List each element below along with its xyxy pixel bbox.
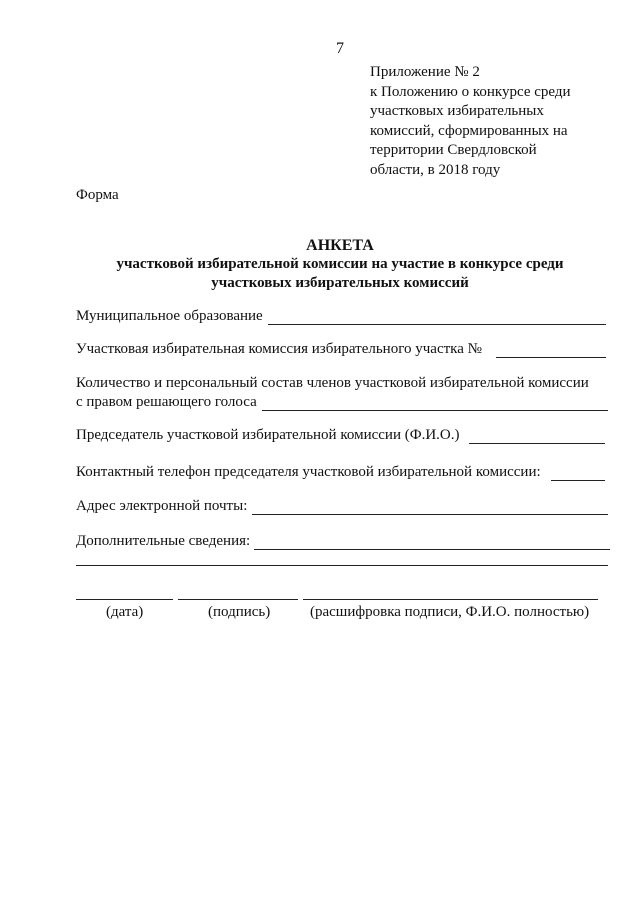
appendix-note bbox=[370, 63, 620, 180]
signature-decoding-caption: (расшифровка подписи, Ф.И.О. полностью) bbox=[310, 604, 590, 620]
composition-input-line[interactable] bbox=[262, 410, 608, 411]
email-input-line[interactable] bbox=[252, 514, 608, 515]
page-number: 7 bbox=[336, 40, 344, 57]
chairman-label: Председатель участковой избирательной комиссии (Ф.И.О.) bbox=[76, 427, 460, 443]
title-line: участковых избирательных комиссий bbox=[211, 275, 469, 291]
appendix-line: области, в 2018 году bbox=[370, 161, 501, 178]
chairman-input-line[interactable] bbox=[469, 443, 605, 444]
appendix-line: к Положению о конкурсе среди bbox=[370, 83, 571, 100]
date-caption: (дата) bbox=[106, 604, 144, 620]
signature-decoding-input-line[interactable] bbox=[303, 599, 598, 600]
phone-label: Контактный телефон председателя участковой избирательной комиссии: bbox=[76, 464, 541, 480]
municipality-label: Муниципальное образование bbox=[76, 308, 263, 324]
commission-label: Участковая избирательная комиссия избирательного участка № bbox=[76, 341, 482, 357]
appendix-line: территории Свердловской bbox=[370, 142, 537, 158]
form-title bbox=[0, 236, 640, 293]
form-label: Форма bbox=[76, 187, 119, 203]
appendix-line: Приложение № 2 bbox=[370, 64, 480, 80]
date-input-line[interactable] bbox=[76, 599, 173, 600]
signature-caption: (подпись) bbox=[208, 604, 271, 620]
title-line: участковой избирательной комиссии на участие в конкурсе среди bbox=[116, 256, 564, 272]
phone-input-line[interactable] bbox=[551, 480, 605, 481]
municipality-input-line[interactable] bbox=[268, 324, 606, 325]
appendix-line: участковых избирательных bbox=[370, 103, 544, 119]
additional-label: Дополнительные сведения: bbox=[76, 533, 251, 549]
email-label: Адрес электронной почты: bbox=[76, 498, 248, 514]
composition-label: Количество и персональный состав членов участковой избирательной комиссии bbox=[76, 375, 589, 391]
composition-label-continued: с правом решающего голоса bbox=[76, 394, 257, 410]
additional-input-line[interactable] bbox=[254, 549, 610, 550]
additional-input-line-2[interactable] bbox=[76, 565, 608, 566]
commission-number-input-line[interactable] bbox=[496, 357, 606, 358]
title-heading: АНКЕТА bbox=[306, 237, 374, 254]
appendix-line: комиссий, сформированных на bbox=[370, 122, 568, 139]
signature-input-line[interactable] bbox=[178, 599, 298, 600]
